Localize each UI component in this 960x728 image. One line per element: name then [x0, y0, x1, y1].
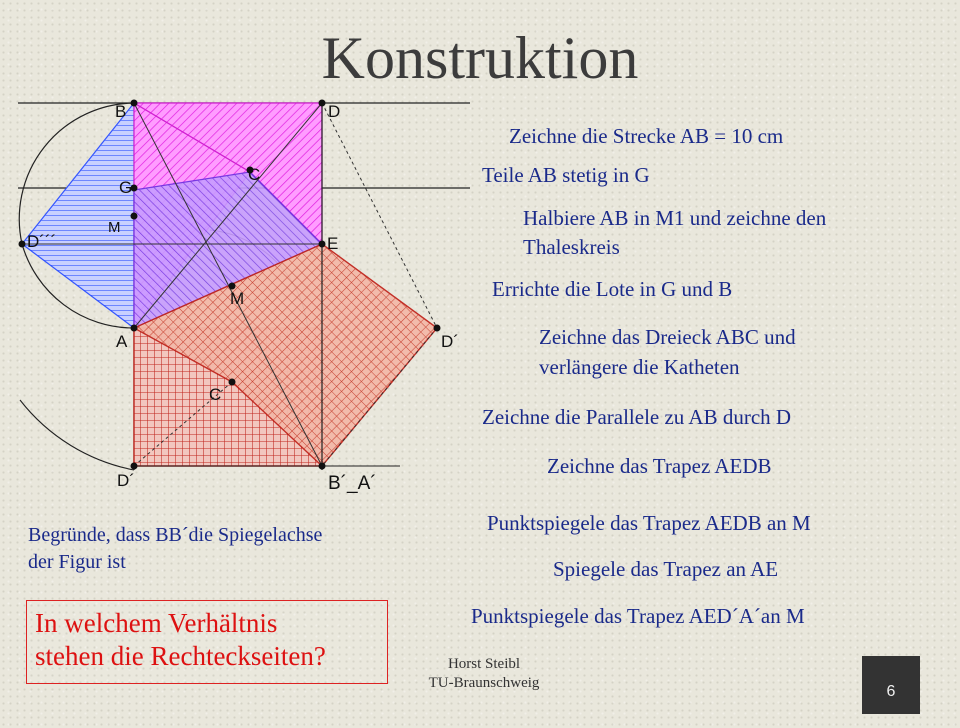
instruction-9: Spiegele das Trapez an AE: [553, 557, 779, 581]
question-line-1: In welchem Verhältnis: [35, 608, 278, 638]
question-line-2: stehen die Rechteckseiten?: [35, 641, 326, 671]
label-D-double: D´: [441, 332, 459, 351]
instruction-2: Teile AB stetig in G: [482, 163, 650, 187]
question-box: [26, 600, 388, 684]
label-B: B: [115, 102, 127, 121]
instruction-4: Errichte die Lote in G und B: [492, 277, 733, 301]
label-B-A-prime: B´_A´: [328, 473, 377, 494]
label-D-prime: D´: [117, 471, 135, 490]
reasoning-line-1: Begründe, dass BB´die Spiegelachse: [28, 524, 323, 546]
reasoning-line-2: der Figur ist: [28, 551, 126, 573]
instruction-3a: Halbiere AB in M1 und zeichne den: [523, 206, 827, 230]
label-E: E: [327, 234, 339, 253]
label-C: C: [248, 165, 261, 184]
instruction-10: Punktspiegele das Trapez AED´A´an M: [471, 604, 805, 628]
instruction-7: Zeichne das Trapez AEDB: [547, 454, 772, 478]
label-C-prime: C: [209, 385, 222, 404]
label-M1: M: [108, 219, 121, 236]
instruction-1: Zeichne die Strecke AB = 10 cm: [509, 124, 784, 148]
instruction-6: Zeichne die Parallele zu AB durch D: [482, 405, 792, 429]
instruction-8: Punktspiegele das Trapez AEDB an M: [487, 511, 811, 535]
instruction-5a: Zeichne das Dreieck ABC und: [539, 325, 796, 349]
label-D-triple: D´´´: [27, 232, 57, 251]
reasoning-text: [28, 522, 322, 576]
footer-credit: [404, 655, 564, 693]
instruction-5b: verlängere die Katheten: [539, 355, 740, 379]
label-G: G: [119, 178, 133, 197]
footer-institution: TU-Braunschweig: [428, 675, 540, 691]
label-M: M: [230, 289, 245, 308]
label-D: D: [328, 102, 341, 121]
footer-author: Horst Steibl: [447, 656, 521, 672]
label-A: A: [116, 332, 128, 351]
instruction-3b: Thaleskreis: [523, 235, 620, 259]
page-number: 6: [862, 656, 920, 714]
slide-title: Konstruktion: [321, 25, 639, 91]
